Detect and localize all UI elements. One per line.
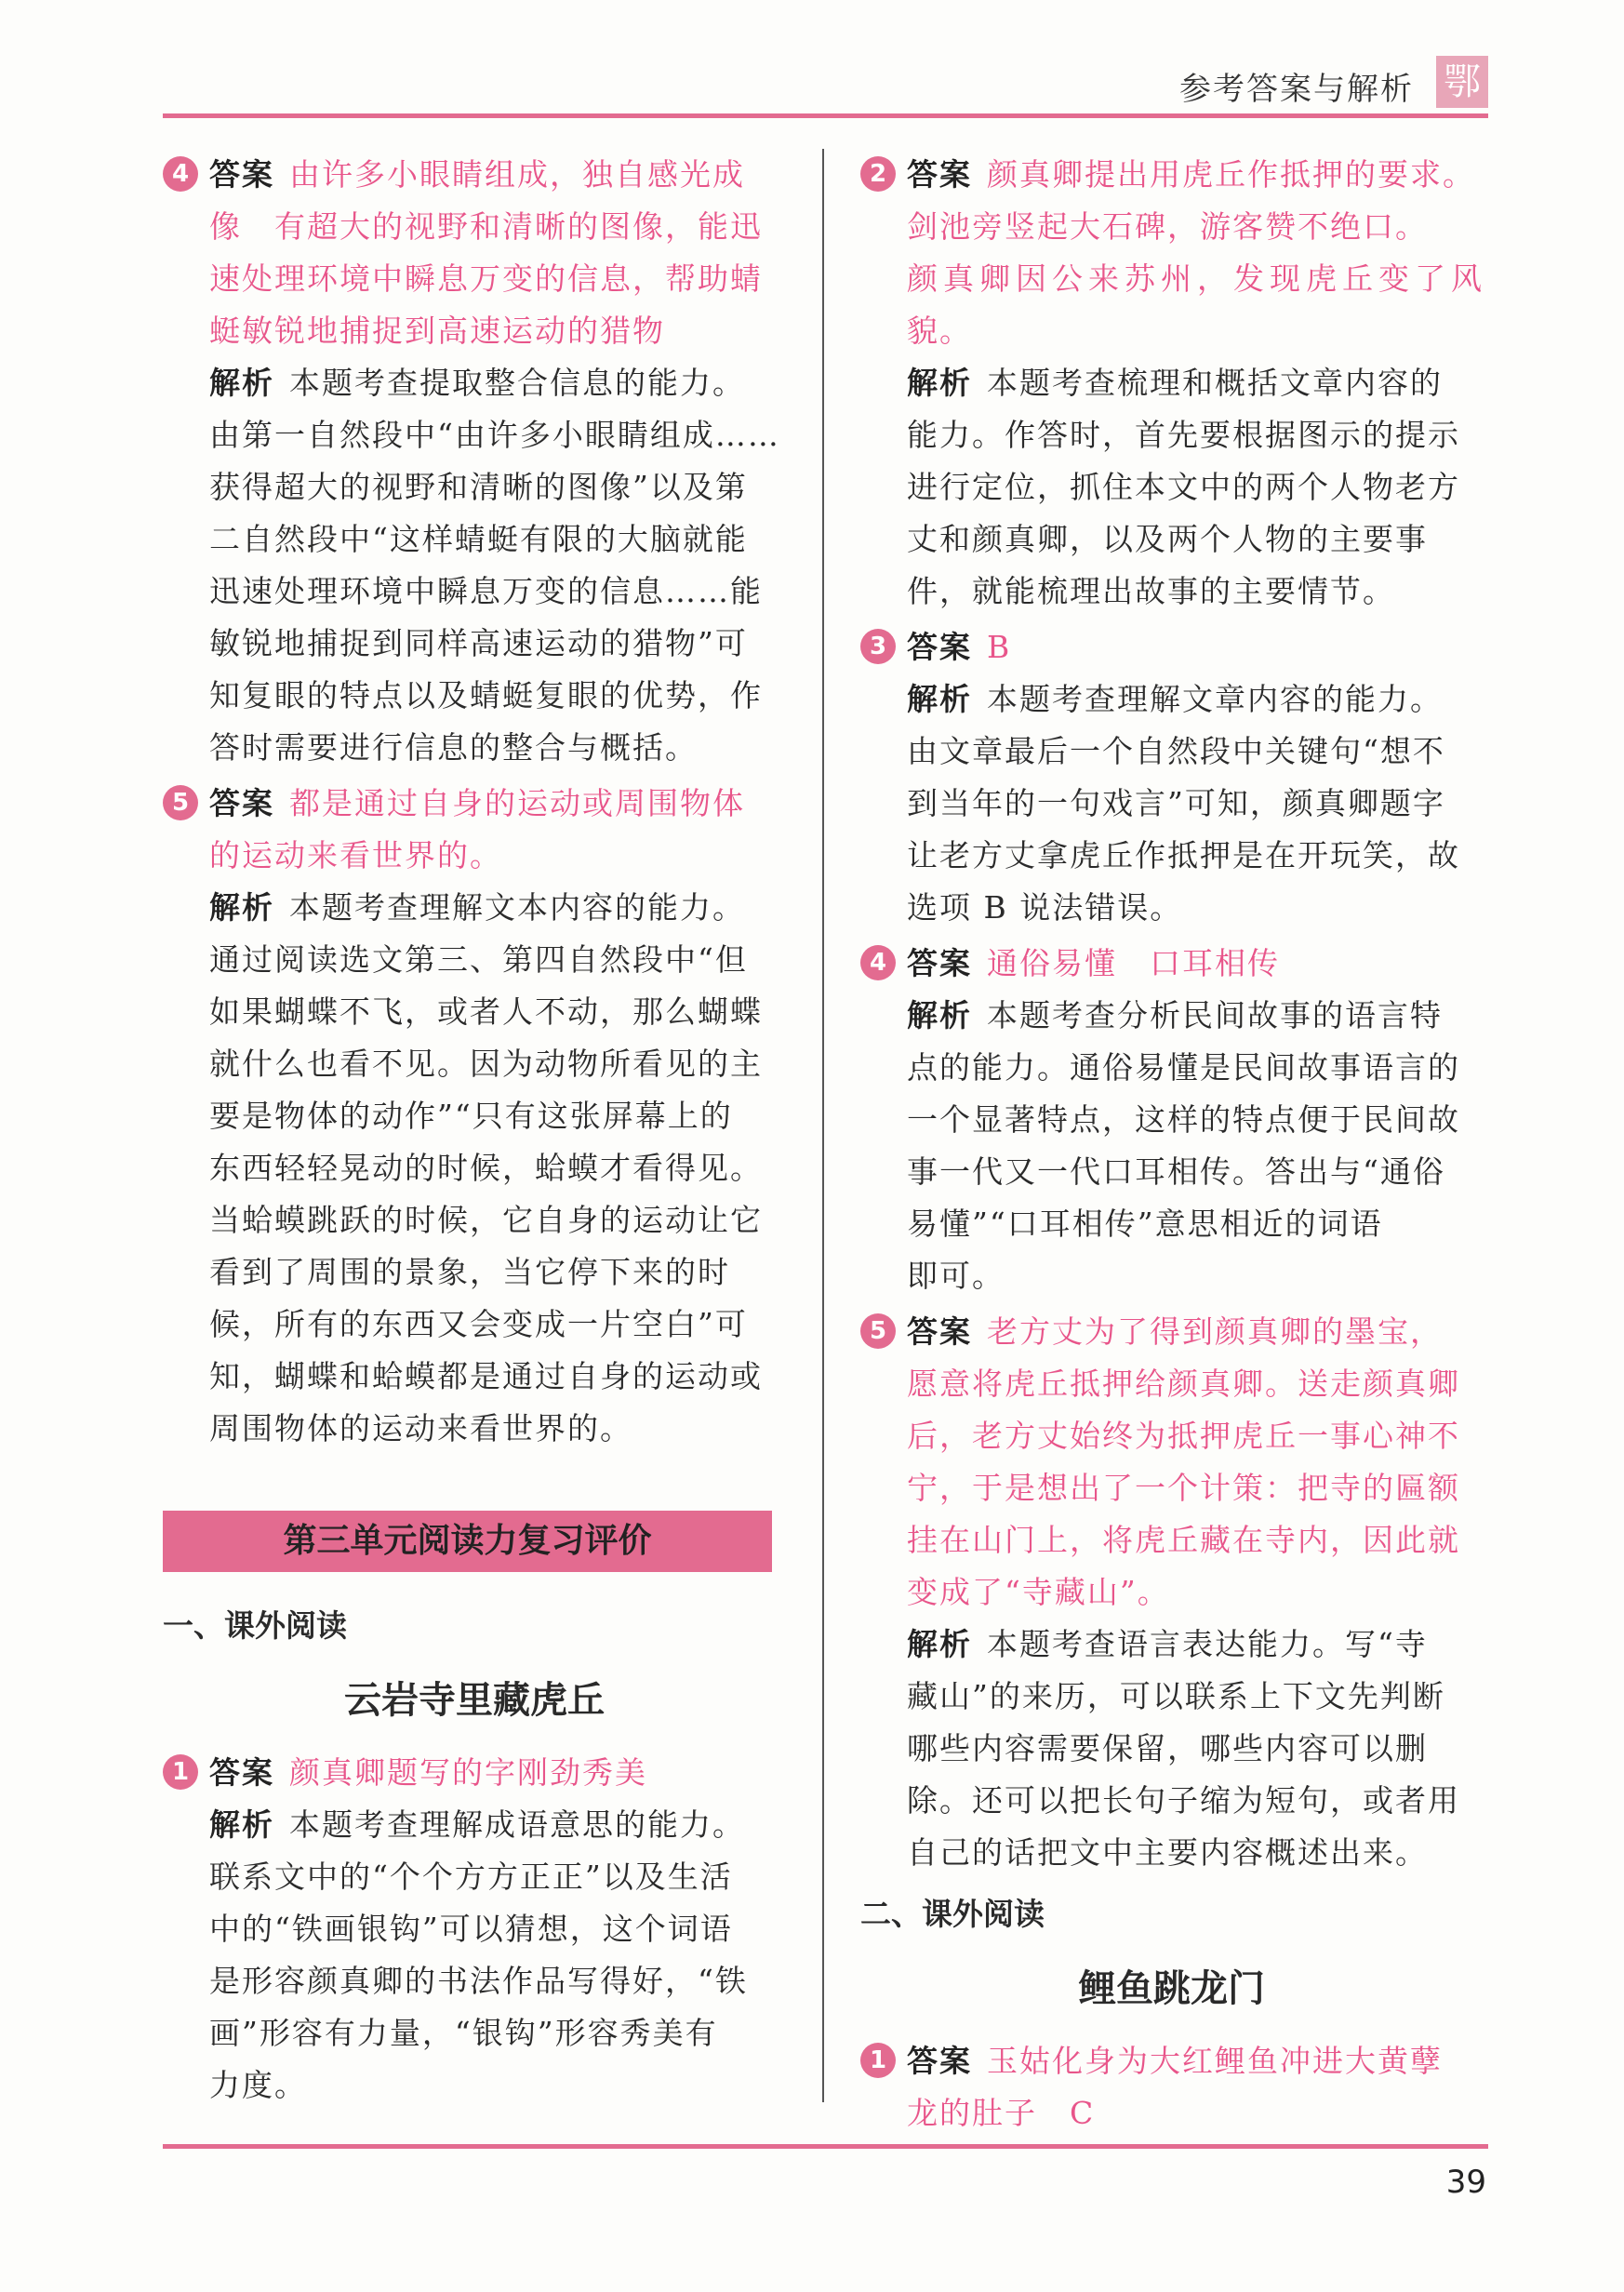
- explanation-line: [209, 670, 786, 722]
- answer-label: 答案: [209, 1754, 274, 1791]
- answer-line: [907, 621, 1484, 673]
- answer-line: [907, 1358, 1484, 1410]
- answer-text: 蜓敏锐地捕捉到高速运动的猎物: [209, 313, 665, 349]
- explanation-line: [209, 2007, 786, 2059]
- footer-rule: [163, 2144, 1488, 2149]
- explanation-line: [209, 618, 786, 670]
- explanation-line: [209, 722, 786, 774]
- answer-text: 玉姑化身为大红鲤鱼冲进大黄孽: [987, 2043, 1443, 2079]
- answer-line: [209, 1747, 786, 1799]
- answer-line: [907, 1514, 1484, 1566]
- explanation-line: [209, 1851, 786, 1903]
- explanation-text: 本题考查理解成语意思的能力。: [289, 1806, 745, 1843]
- explanation-text: 由第一自然段中“由许多小眼睛组成……: [209, 417, 780, 453]
- answer-label: 答案: [907, 945, 972, 981]
- question-item: [860, 149, 1484, 618]
- answer-text: 颜真卿提出用虎丘作抵押的要求。: [987, 156, 1475, 193]
- explanation-text: 看到了周围的景象，当它停下来的时: [209, 1254, 730, 1290]
- story-title: 鲤鱼跳龙门: [1079, 1967, 1265, 2010]
- question-item: [163, 778, 786, 1455]
- answer-line: [209, 201, 786, 253]
- explanation-text: 中的“铁画银钩”可以猜想，这个词语: [209, 1911, 733, 1947]
- header-title: 参考答案与解析: [1179, 71, 1414, 108]
- question-item: [860, 621, 1484, 934]
- explanation-block: [907, 673, 1484, 934]
- explanation-line: [907, 513, 1484, 566]
- explanation-line: [209, 1142, 786, 1194]
- answer-label: 答案: [209, 156, 274, 193]
- explanation-line: [907, 1250, 1484, 1302]
- explanation-line: [907, 990, 1484, 1042]
- answer-text: B: [987, 629, 1012, 665]
- explanation-line: [209, 882, 786, 934]
- explanation-label: 解析: [907, 681, 972, 717]
- header-rule: [163, 113, 1488, 118]
- explanation-text: 本题考查理解文章内容的能力。: [987, 681, 1443, 717]
- page-header: [163, 56, 1488, 121]
- answer-text: 速处理环境中瞬息万变的信息，帮助蜻: [209, 260, 763, 297]
- answer-label: 答案: [907, 2043, 972, 2079]
- section-heading: 一、课外阅读: [163, 1607, 347, 1644]
- answer-text: 挂在山门上，将虎丘藏在寺内，因此就: [907, 1522, 1460, 1558]
- answer-text: 像 有超大的视野和清晰的图像，能迅: [209, 208, 763, 245]
- answer-line: [907, 938, 1484, 990]
- question-item: [163, 149, 786, 774]
- explanation-text: 画”形容有力量，“银钩”形容秀美有: [209, 2015, 718, 2051]
- answer-text: 颜真卿题写的字刚劲秀美: [289, 1754, 647, 1791]
- explanation-label: 解析: [209, 365, 274, 401]
- question-number-badge: 5: [163, 785, 198, 820]
- answer-block: [209, 1747, 786, 1799]
- explanation-text: 由文章最后一个自然段中关键句“想不: [907, 733, 1445, 769]
- explanation-line: [907, 778, 1484, 830]
- answer-text: 通俗易懂 口耳相传: [987, 945, 1280, 981]
- explanation-text: 二自然段中“这样蜻蜓有限的大脑就能: [209, 521, 748, 557]
- explanation-block: [907, 357, 1484, 618]
- explanation-line: [209, 1403, 786, 1455]
- explanation-label: 解析: [209, 1806, 274, 1843]
- explanation-line: [907, 673, 1484, 726]
- explanation-line: [907, 1619, 1484, 1671]
- explanation-line: [209, 1903, 786, 1955]
- explanation-line: [209, 1799, 786, 1851]
- section-heading: 二、课外阅读: [860, 1896, 1045, 1932]
- explanation-line: [209, 461, 786, 513]
- explanation-label: 解析: [907, 1626, 972, 1662]
- answer-text: 的运动来看世界的。: [209, 837, 502, 873]
- answer-line: [907, 2087, 1484, 2139]
- explanation-line: [907, 1146, 1484, 1198]
- question-number-badge: 5: [860, 1313, 896, 1349]
- question-number-badge: 2: [860, 156, 896, 192]
- explanation-text: 除。还可以把长句子缩为短句，或者用: [907, 1782, 1460, 1819]
- explanation-block: [907, 1619, 1484, 1879]
- answer-line: [209, 830, 786, 882]
- answer-text: 老方丈为了得到颜真卿的墨宝，: [987, 1313, 1443, 1350]
- answer-block: [907, 149, 1484, 357]
- explanation-line: [209, 2059, 786, 2112]
- explanation-text: 候，所有的东西又会变成一片空白”可: [209, 1306, 748, 1342]
- explanation-block: [907, 990, 1484, 1302]
- explanation-line: [209, 986, 786, 1038]
- explanation-text: 能力。作答时，首先要根据图示的提示: [907, 417, 1460, 453]
- explanation-line: [209, 409, 786, 461]
- answer-line: [907, 253, 1484, 357]
- explanation-line: [907, 1723, 1484, 1775]
- page-number: 39: [1445, 2164, 1486, 2201]
- question-number-badge: 4: [860, 945, 896, 980]
- answer-block: [907, 2035, 1484, 2139]
- explanation-text: 本题考查提取整合信息的能力。: [289, 365, 745, 401]
- explanation-text: 答时需要进行信息的整合与概括。: [209, 729, 698, 766]
- answer-line: [907, 1462, 1484, 1514]
- explanation-text: 如果蝴蝶不飞，或者人不动，那么蝴蝶: [209, 993, 763, 1030]
- explanation-line: [907, 1827, 1484, 1879]
- explanation-text: 获得超大的视野和清晰的图像”以及第: [209, 469, 748, 505]
- explanation-text: 联系文中的“个个方方正正”以及生活: [209, 1859, 733, 1895]
- question-item: [163, 1747, 786, 2112]
- explanation-text: 即可。: [907, 1258, 1005, 1294]
- explanation-text: 知复眼的特点以及蜻蜓复眼的优势，作: [209, 677, 763, 713]
- explanation-line: [209, 1351, 786, 1403]
- answer-text: 颜真卿因公来苏州，发现虎丘变了风貌。: [907, 260, 1484, 349]
- explanation-block: [209, 1799, 786, 2112]
- answer-block: [209, 778, 786, 882]
- answer-label: 答案: [907, 629, 972, 665]
- explanation-line: [907, 566, 1484, 618]
- explanation-line: [907, 726, 1484, 778]
- explanation-line: [209, 513, 786, 566]
- answer-block: [907, 621, 1484, 673]
- explanation-line: [907, 357, 1484, 409]
- answer-text: 龙的肚子 C: [907, 2095, 1096, 2131]
- explanation-line: [907, 1671, 1484, 1723]
- explanation-text: 东西轻轻晃动的时候，蛤蟆才看得见。: [209, 1150, 763, 1186]
- explanation-label: 解析: [209, 889, 274, 926]
- explanation-text: 点的能力。通俗易懂是民间故事语言的: [907, 1049, 1460, 1086]
- explanation-label: 解析: [907, 365, 972, 401]
- answer-text: 都是通过自身的运动或周围物体: [289, 785, 745, 821]
- explanation-text: 当蛤蟆跳跃的时候，它自身的运动让它: [209, 1202, 763, 1238]
- explanation-text: 本题考查语言表达能力。写“寺: [987, 1626, 1428, 1662]
- answer-text: 变成了“寺藏山”。: [907, 1574, 1170, 1610]
- explanation-text: 本题考查分析民间故事的语言特: [987, 997, 1443, 1033]
- explanation-text: 选项 B 说法错误。: [907, 889, 1183, 926]
- explanation-line: [209, 566, 786, 618]
- answer-text: 宁，于是想出了一个计策：把寺的匾额: [907, 1470, 1460, 1506]
- answer-text: 由许多小眼睛组成，独自感光成: [289, 156, 745, 193]
- explanation-text: 就什么也看不见。因为动物所看见的主: [209, 1046, 763, 1082]
- explanation-text: 件，就能梳理出故事的主要情节。: [907, 573, 1395, 609]
- explanation-line: [907, 461, 1484, 513]
- answer-text: 后，老方丈始终为抵押虎丘一事心神不: [907, 1418, 1460, 1454]
- explanation-text: 让老方丈拿虎丘作抵押是在开玩笑，故: [907, 837, 1460, 873]
- left-column: [163, 149, 786, 2115]
- right-column: [860, 149, 1484, 2143]
- explanation-line: [907, 882, 1484, 934]
- explanation-text: 易懂”“口耳相传”意思相近的词语: [907, 1206, 1383, 1242]
- question-number-badge: 1: [860, 2043, 896, 2078]
- answer-label: 答案: [907, 1313, 972, 1350]
- explanation-line: [209, 1038, 786, 1090]
- explanation-line: [907, 1042, 1484, 1094]
- answer-line: [907, 201, 1484, 253]
- question-number-badge: 1: [163, 1754, 198, 1790]
- question-number-badge: 4: [163, 156, 198, 192]
- explanation-line: [907, 830, 1484, 882]
- answer-label: 答案: [209, 785, 274, 821]
- explanation-text: 力度。: [209, 2067, 307, 2103]
- question-item: [860, 938, 1484, 1302]
- question-item: [860, 2035, 1484, 2139]
- explanation-line: [209, 934, 786, 986]
- explanation-text: 是形容颜真卿的书法作品写得好，“铁: [209, 1963, 748, 1999]
- explanation-text: 到当年的一句戏言”可知，颜真卿题字: [907, 785, 1445, 821]
- answer-line: [907, 1410, 1484, 1462]
- answer-block: [907, 1306, 1484, 1619]
- explanation-block: [209, 882, 786, 1455]
- explanation-label: 解析: [907, 997, 972, 1033]
- explanation-line: [209, 1194, 786, 1246]
- explanation-line: [907, 1198, 1484, 1250]
- explanation-text: 敏锐地捕捉到同样高速运动的猎物”可: [209, 625, 748, 661]
- answer-block: [209, 149, 786, 357]
- explanation-line: [209, 1299, 786, 1351]
- explanation-text: 自己的话把文中主要内容概述出来。: [907, 1834, 1428, 1871]
- explanation-line: [209, 357, 786, 409]
- answer-line: [907, 149, 1484, 201]
- story-title: 云岩寺里藏虎丘: [344, 1679, 605, 1722]
- explanation-text: 通过阅读选文第三、第四自然段中“但: [209, 941, 748, 978]
- explanation-text: 周围物体的运动来看世界的。: [209, 1410, 632, 1446]
- answer-text: 愿意将虎丘抵押给颜真卿。送走颜真卿: [907, 1366, 1460, 1402]
- answer-label: 答案: [907, 156, 972, 193]
- answer-line: [209, 149, 786, 201]
- explanation-text: 事一代又一代口耳相传。答出与“通俗: [907, 1153, 1445, 1190]
- answer-line: [209, 305, 786, 357]
- explanation-text: 进行定位，抓住本文中的两个人物老方: [907, 469, 1460, 505]
- answer-line: [209, 253, 786, 305]
- header-badge: 鄂: [1436, 56, 1488, 108]
- unit-review-banner: 第三单元阅读力复习评价: [163, 1511, 772, 1572]
- answer-text: 剑池旁竖起大石碑，游客赞不绝口。: [907, 208, 1428, 245]
- question-item: [860, 1306, 1484, 1879]
- explanation-text: 迅速处理环境中瞬息万变的信息……能: [209, 573, 763, 609]
- explanation-text: 一个显著特点，这样的特点便于民间故: [907, 1101, 1460, 1138]
- explanation-text: 丈和颜真卿，以及两个人物的主要事: [907, 521, 1428, 557]
- explanation-line: [209, 1246, 786, 1299]
- explanation-text: 本题考查理解文本内容的能力。: [289, 889, 745, 926]
- explanation-text: 要是物体的动作”“只有这张屏幕上的: [209, 1098, 733, 1134]
- explanation-line: [907, 1775, 1484, 1827]
- answer-line: [907, 1566, 1484, 1619]
- explanation-line: [209, 1955, 786, 2007]
- explanation-block: [209, 357, 786, 774]
- explanation-text: 本题考查梳理和概括文章内容的: [987, 365, 1443, 401]
- answer-line: [907, 2035, 1484, 2087]
- column-divider: [822, 149, 824, 2102]
- explanation-line: [209, 1090, 786, 1142]
- explanation-text: 哪些内容需要保留，哪些内容可以删: [907, 1730, 1428, 1766]
- question-number-badge: 3: [860, 629, 896, 664]
- answer-line: [907, 1306, 1484, 1358]
- explanation-text: 藏山”的来历，可以联系上下文先判断: [907, 1678, 1445, 1714]
- explanation-line: [907, 1094, 1484, 1146]
- explanation-line: [907, 409, 1484, 461]
- explanation-text: 知，蝴蝶和蛤蟆都是通过自身的运动或: [209, 1358, 763, 1394]
- answer-block: [907, 938, 1484, 990]
- answer-line: [209, 778, 786, 830]
